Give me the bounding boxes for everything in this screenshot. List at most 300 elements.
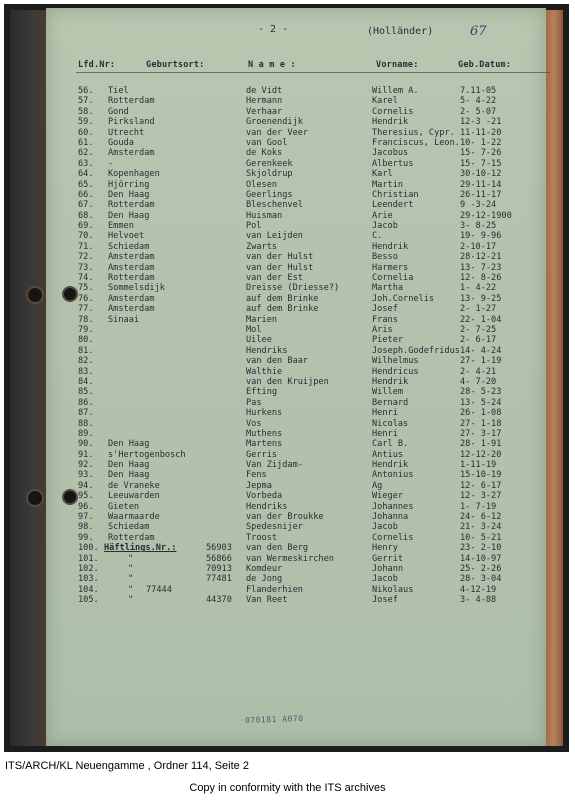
table-row <box>0 138 575 148</box>
row-number: 105. <box>78 595 99 606</box>
row-name: Walthie <box>246 366 283 377</box>
row-number: 64. <box>78 169 94 180</box>
row-birthdate: 26-11-17 <box>460 189 502 200</box>
row-birthplace: Gieten <box>108 501 140 512</box>
row-number: 83. <box>78 366 94 377</box>
row-name: Van Zijdam- <box>246 460 303 471</box>
row-number: 103. <box>78 574 99 585</box>
row-birthplace: Amsterdam <box>108 304 155 315</box>
row-firstname: Hendrik <box>372 460 409 471</box>
row-name: Muthens <box>246 428 283 439</box>
row-birthdate: 24- 6-12 <box>460 512 502 523</box>
table-row <box>0 522 575 532</box>
row-firstname: C. <box>372 231 383 242</box>
row-number: 82. <box>78 356 94 367</box>
row-firstname: Nikolaus <box>372 584 414 595</box>
row-number: 89. <box>78 428 94 439</box>
row-name: Olesen <box>246 179 278 190</box>
row-birthplace: Rotterdam <box>108 200 155 211</box>
row-name: de Jong <box>246 574 283 585</box>
row-birthplace: Sinaai <box>108 314 140 325</box>
row-name: Gerris <box>246 449 278 460</box>
row-birthplace: Schiedam <box>108 241 150 252</box>
row-firstname: Henri <box>372 428 398 439</box>
table-row <box>0 148 575 158</box>
row-firstname: Arie <box>372 210 393 221</box>
row-birthplace: Rotterdam <box>108 532 155 543</box>
row-birthplace: Amsterdam <box>108 252 155 263</box>
row-firstname: Karel <box>372 96 398 107</box>
row-name: van Wermeskirchen <box>246 553 334 564</box>
row-number: 97. <box>78 512 94 523</box>
row-firstname: Albertus <box>372 158 414 169</box>
row-prisoner-number: 44370 <box>206 595 232 606</box>
ditto-mark: " <box>128 553 134 564</box>
row-birthdate: 28- 1-91 <box>460 439 502 450</box>
table-row <box>0 273 575 283</box>
table-row <box>0 564 575 574</box>
row-number: 75. <box>78 283 94 294</box>
row-birthdate: 13- 7-23 <box>460 262 502 273</box>
row-number: 101. <box>78 553 99 564</box>
table-row <box>0 283 575 293</box>
row-prisoner-number: 77481 <box>206 574 232 585</box>
row-birthplace: Tiel <box>108 86 129 96</box>
table-row <box>0 294 575 304</box>
row-birthplace: Amsterdam <box>108 148 155 159</box>
row-birthdate: 1-11-19 <box>460 460 497 471</box>
table-row <box>0 96 575 106</box>
row-birthdate: 2- 4-21 <box>460 366 497 377</box>
table-row <box>0 231 575 241</box>
row-number: 90. <box>78 439 94 450</box>
row-birthplace: Kopenhagen <box>108 169 160 180</box>
row-birthdate: 28-12-21 <box>460 252 502 263</box>
row-firstname: Josef <box>372 595 398 606</box>
row-name: Efting <box>246 387 278 398</box>
row-name: Van Reet <box>246 595 288 606</box>
table-row <box>0 481 575 491</box>
table-row <box>0 180 575 190</box>
row-name: Geerlings <box>246 189 293 200</box>
row-firstname: Willem <box>372 387 404 398</box>
row-firstname: Jacobus <box>372 148 409 159</box>
row-number: 62. <box>78 148 94 159</box>
row-number: 59. <box>78 117 94 128</box>
table-row <box>0 502 575 512</box>
row-birthplace: de Vraneke <box>108 480 160 491</box>
row-birthdate: 2-10-17 <box>460 241 497 252</box>
table-row <box>0 346 575 356</box>
row-number: 95. <box>78 491 94 502</box>
row-name: de Koks <box>246 148 283 159</box>
nationality-heading: (Holländer) <box>367 26 434 37</box>
table-row <box>0 450 575 460</box>
row-number: 88. <box>78 418 94 429</box>
row-number: 57. <box>78 96 94 107</box>
row-prisoner-number: 77444 <box>146 584 172 595</box>
row-firstname: Christian <box>372 189 419 200</box>
row-number: 60. <box>78 127 94 138</box>
row-name: Hendriks <box>246 345 288 356</box>
row-firstname: Martin <box>372 179 404 190</box>
row-birthplace: Gond <box>108 106 129 117</box>
table-row <box>0 200 575 210</box>
row-birthdate: 2- 6-17 <box>460 335 497 346</box>
row-number: 99. <box>78 532 94 543</box>
row-firstname: Karl <box>372 169 393 180</box>
row-number: 66. <box>78 189 94 200</box>
row-name: Komdeur <box>246 563 283 574</box>
row-firstname: Nicolas <box>372 418 409 429</box>
column-header-birthdate: Geb.Datum: <box>458 60 512 70</box>
row-birthdate: 28- 5-23 <box>460 387 502 398</box>
row-birthplace: Emmen <box>108 221 134 232</box>
row-firstname: Hendrik <box>372 241 409 252</box>
row-name: Troost <box>246 532 278 543</box>
row-name: Hurkens <box>246 408 283 419</box>
row-name: van der Broukke <box>246 512 324 523</box>
row-birthdate: 2- 5-07 <box>460 106 497 117</box>
row-name: Huisman <box>246 210 283 221</box>
row-name: Groenendijk <box>246 117 303 128</box>
row-number: 94. <box>78 480 94 491</box>
table-row <box>0 574 575 584</box>
row-firstname: Jacob <box>372 221 398 232</box>
row-firstname: Bernard <box>372 397 409 408</box>
row-birthdate: 19- 9-96 <box>460 231 502 242</box>
header-underline <box>76 72 550 73</box>
table-row <box>0 325 575 335</box>
table-row <box>0 263 575 273</box>
table-row <box>0 419 575 429</box>
row-number: 69. <box>78 221 94 232</box>
row-birthdate: 12- 8-26 <box>460 273 502 284</box>
row-birthplace: s'Hertogenbosch <box>108 449 186 460</box>
row-number: 74. <box>78 273 94 284</box>
table-row <box>0 533 575 543</box>
row-birthplace: Amsterdam <box>108 293 155 304</box>
row-firstname: Aris <box>372 324 393 335</box>
row-name: Spedesnijer <box>246 522 303 533</box>
row-firstname: Johannes <box>372 501 414 512</box>
row-number: 72. <box>78 252 94 263</box>
row-birthdate: 22- 1-04 <box>460 314 502 325</box>
row-birthdate: 28- 3-04 <box>460 574 502 585</box>
row-birthplace: Gouda <box>108 137 134 148</box>
row-number: 98. <box>78 522 94 533</box>
row-firstname: Joseph.Godefridus <box>372 345 460 356</box>
row-firstname: Henri <box>372 408 398 419</box>
row-firstname: Besso <box>372 252 398 263</box>
row-birthplace: Waarmaarde <box>108 512 160 523</box>
row-prisoner-number: 56866 <box>206 553 232 564</box>
copy-note: Copy in conformity with the ITS archives <box>189 782 386 794</box>
table-row <box>0 128 575 138</box>
row-birthplace: Leeuwarden <box>108 491 160 502</box>
row-name: van der Hulst <box>246 252 314 263</box>
row-birthdate: 4-12-19 <box>460 584 497 595</box>
row-number: 81. <box>78 345 94 356</box>
prisoner-number-label: Häftlings.Nr.: <box>104 543 177 554</box>
row-number: 61. <box>78 137 94 148</box>
row-birthdate: 30-10-12 <box>460 169 502 180</box>
row-name: Hendriks <box>246 501 288 512</box>
table-row <box>0 377 575 387</box>
table-row <box>0 460 575 470</box>
row-birthdate: 10- 5-21 <box>460 532 502 543</box>
table-row <box>0 595 575 605</box>
archive-stamp: 070181 A070 <box>244 713 304 726</box>
row-number: 96. <box>78 501 94 512</box>
row-number: 104. <box>78 584 99 595</box>
row-number: 71. <box>78 241 94 252</box>
row-birthplace: Amsterdam <box>108 262 155 273</box>
row-name: Jepma <box>246 480 272 491</box>
table-row <box>0 315 575 325</box>
table-row <box>0 429 575 439</box>
table-row <box>0 242 575 252</box>
row-birthdate: 14-10-97 <box>460 553 502 564</box>
page-number: - 2 - <box>258 24 289 35</box>
row-name: auf dem Brinke <box>246 304 319 315</box>
table-row <box>0 408 575 418</box>
row-name: Verhaar <box>246 106 283 117</box>
row-birthdate: 25- 2-26 <box>460 563 502 574</box>
table-row <box>0 585 575 595</box>
row-name: auf dem Brinke <box>246 293 319 304</box>
row-firstname: Cornelis <box>372 106 414 117</box>
row-name: Uilee <box>246 335 272 346</box>
ditto-mark: " <box>128 563 134 574</box>
row-birthdate: 29-12-1900 <box>460 210 512 221</box>
handwritten-page-number: 67 <box>470 24 487 39</box>
row-number: 100. <box>78 543 99 554</box>
row-birthplace: - <box>108 158 114 169</box>
row-name: van Gool <box>246 137 288 148</box>
row-firstname: Carl B. <box>372 439 409 450</box>
row-firstname: Ag <box>372 480 383 491</box>
row-firstname: Josef <box>372 304 398 315</box>
row-firstname: Hendrik <box>372 376 409 387</box>
row-number: 76. <box>78 293 94 304</box>
row-number: 84. <box>78 376 94 387</box>
row-number: 70. <box>78 231 94 242</box>
row-birthdate: 26- 1-08 <box>460 408 502 419</box>
row-name: van den Kruijpen <box>246 376 329 387</box>
row-number: 56. <box>78 86 94 96</box>
row-firstname: Cornelia <box>372 273 414 284</box>
row-name: Skjoldrup <box>246 169 293 180</box>
row-firstname: Wieger <box>372 491 404 502</box>
row-birthdate: 13- 9-25 <box>460 293 502 304</box>
row-firstname: Joh.Cornelis <box>372 293 435 304</box>
row-birthdate: 12- 3-27 <box>460 491 502 502</box>
ditto-mark: " <box>128 595 134 606</box>
row-prisoner-number: 70913 <box>206 563 232 574</box>
table-row <box>0 117 575 127</box>
table-row <box>0 86 575 96</box>
row-number: 58. <box>78 106 94 117</box>
row-firstname: Johanna <box>372 512 409 523</box>
row-number: 73. <box>78 262 94 273</box>
row-name: van den Berg <box>246 543 309 554</box>
row-name: Vos <box>246 418 262 429</box>
row-name: Bleschenvel <box>246 200 303 211</box>
row-firstname: Wilhelmus <box>372 356 419 367</box>
row-firstname: Willem A. <box>372 86 419 96</box>
row-prisoner-number: 56903 <box>206 543 232 554</box>
row-firstname: Pieter <box>372 335 404 346</box>
row-birthdate: 27- 1-18 <box>460 418 502 429</box>
table-row <box>0 304 575 314</box>
row-number: 86. <box>78 397 94 408</box>
table-row <box>0 470 575 480</box>
row-firstname: Frans <box>372 314 398 325</box>
row-number: 68. <box>78 210 94 221</box>
row-birthdate: 15- 7-15 <box>460 158 502 169</box>
row-birthdate: 1- 7-19 <box>460 501 497 512</box>
row-birthplace: Rotterdam <box>108 273 155 284</box>
row-name: Gerenkeek <box>246 158 293 169</box>
row-name: Vorbeda <box>246 491 283 502</box>
row-name: Zwarts <box>246 241 278 252</box>
row-birthplace: Helvoet <box>108 231 145 242</box>
row-birthplace: Pirksland <box>108 117 155 128</box>
row-number: 77. <box>78 304 94 315</box>
table-row <box>0 543 575 553</box>
row-number: 102. <box>78 563 99 574</box>
row-number: 92. <box>78 460 94 471</box>
row-firstname: Harmers <box>372 262 409 273</box>
row-firstname: Henry <box>372 543 398 554</box>
row-firstname: Johann <box>372 563 404 574</box>
table-row <box>0 169 575 179</box>
row-name: Pas <box>246 397 262 408</box>
row-birthplace: Utrecht <box>108 127 145 138</box>
row-name: de Vidt <box>246 86 283 96</box>
column-header-name: N a m e : <box>248 60 296 70</box>
row-birthdate: 2- 1-27 <box>460 304 497 315</box>
table-row <box>0 387 575 397</box>
row-number: 93. <box>78 470 94 481</box>
row-name: Hermann <box>246 96 283 107</box>
row-number: 80. <box>78 335 94 346</box>
row-birthdate: 12- 6-17 <box>460 480 502 491</box>
ditto-mark: " <box>128 574 134 585</box>
row-birthplace: Schiedam <box>108 522 150 533</box>
row-name: Fens <box>246 470 267 481</box>
ditto-mark: " <box>128 584 134 595</box>
row-number: 65. <box>78 179 94 190</box>
row-firstname: Leendert <box>372 200 414 211</box>
row-birthdate: 7.11-05 <box>460 86 497 96</box>
row-firstname: Antius <box>372 449 404 460</box>
table-row <box>0 356 575 366</box>
source-caption: ITS/ARCH/KL Neuengamme , Ordner 114, Seite 2 <box>5 760 249 772</box>
row-birthdate: 23- 2-10 <box>460 543 502 554</box>
row-number: 87. <box>78 408 94 419</box>
row-birthplace: Sommelsdijk <box>108 283 165 294</box>
row-birthplace: Den Haag <box>108 460 150 471</box>
table-row <box>0 512 575 522</box>
row-birthdate: 5- 4-22 <box>460 96 497 107</box>
row-name: Dreisse (Driesse?) <box>246 283 340 294</box>
row-birthdate: 27- 3-17 <box>460 428 502 439</box>
row-birthplace: Hjörring <box>108 179 150 190</box>
row-firstname: Antonius <box>372 470 414 481</box>
table-row <box>0 211 575 221</box>
row-birthdate: 15-10-19 <box>460 470 502 481</box>
row-birthplace: Den Haag <box>108 439 150 450</box>
row-birthdate: 1- 4-22 <box>460 283 497 294</box>
table-row <box>0 190 575 200</box>
table-row <box>0 107 575 117</box>
row-name: van der Hulst <box>246 262 314 273</box>
row-birthdate: 29-11-14 <box>460 179 502 190</box>
row-firstname: Theresius, Cypr. <box>372 127 455 138</box>
row-name: van den Baar <box>246 356 309 367</box>
row-birthdate: 12-12-20 <box>460 449 502 460</box>
column-header-birthplace: Geburtsort: <box>146 60 205 70</box>
row-name: Mol <box>246 324 262 335</box>
table-row <box>0 398 575 408</box>
row-birthdate: 15- 7-26 <box>460 148 502 159</box>
table-row <box>0 491 575 501</box>
table-row <box>0 335 575 345</box>
row-firstname: Franciscus, Leon. <box>372 137 460 148</box>
table-row <box>0 554 575 564</box>
row-birthplace: Rotterdam <box>108 96 155 107</box>
row-firstname: Gerrit <box>372 553 404 564</box>
row-birthdate: 11-11-20 <box>460 127 502 138</box>
table-row <box>0 367 575 377</box>
row-birthdate: 9 -3-24 <box>460 200 497 211</box>
row-birthdate: 10- 1-22 <box>460 137 502 148</box>
row-number: 91. <box>78 449 94 460</box>
table-row <box>0 252 575 262</box>
row-birthdate: 13- 5-24 <box>460 397 502 408</box>
row-name: van der Veer <box>246 127 309 138</box>
row-name: van Leijden <box>246 231 303 242</box>
row-firstname: Jacob <box>372 574 398 585</box>
row-birthplace: Den Haag <box>108 470 150 481</box>
row-birthdate: 3- 8-25 <box>460 221 497 232</box>
row-name: van der Est <box>246 273 303 284</box>
row-number: 85. <box>78 387 94 398</box>
row-firstname: Cornelis <box>372 532 414 543</box>
column-header-firstname: Vorname: <box>376 60 419 70</box>
row-birthdate: 4- 7-20 <box>460 376 497 387</box>
row-birthdate: 14- 4-24 <box>460 345 502 356</box>
row-number: 63. <box>78 158 94 169</box>
row-name: Pol <box>246 221 262 232</box>
row-name: Marien <box>246 314 278 325</box>
column-header-nr: Lfd.Nr: <box>78 60 116 70</box>
table-row <box>0 221 575 231</box>
row-birthplace: Den Haag <box>108 210 150 221</box>
row-name: Flanderhien <box>246 584 303 595</box>
row-birthdate: 12-3 -21 <box>460 117 502 128</box>
row-firstname: Hendrik <box>372 117 409 128</box>
row-number: 78. <box>78 314 94 325</box>
row-birthdate: 2- 7-25 <box>460 324 497 335</box>
row-birthdate: 3- 4-88 <box>460 595 497 606</box>
row-number: 67. <box>78 200 94 211</box>
prisoner-list <box>0 86 575 606</box>
row-birthdate: 21- 3-24 <box>460 522 502 533</box>
row-firstname: Hendricus <box>372 366 419 377</box>
